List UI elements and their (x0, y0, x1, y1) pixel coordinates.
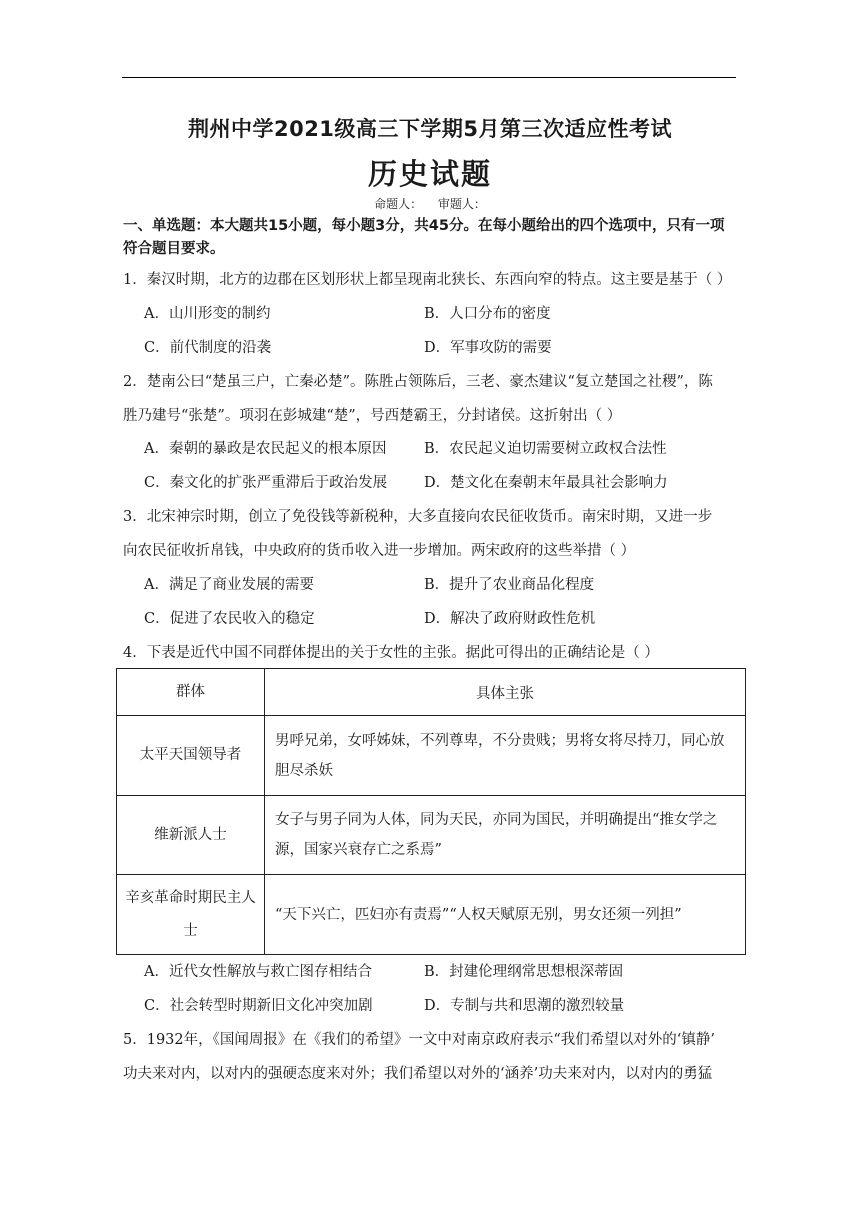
table-cell-claim: 女子与男子同为人体，同为天民，亦同为国民，并明确提出“推女学之源，国家兴衰存亡之系焉” (265, 796, 746, 875)
table-header-group: 群体 (117, 669, 265, 716)
header-rule (122, 77, 736, 78)
question-2-stem-line-1: 2．楚南公曰“楚虽三户，亡秦必楚”。陈胜占领陈后，三老、豪杰建议“复立楚国之社稷”，陈 (123, 374, 713, 390)
table-cell-claim: 男呼兄弟，女呼姊妹，不列尊卑，不分贵贱；男将女将尽持刀，同心放胆尽杀妖 (265, 716, 746, 796)
question-4-option-b[interactable]: B．封建伦理纲常思想根深蒂固 (424, 964, 624, 980)
question-2-option-a[interactable]: A．秦朝的暴政是农民起义的根本原因 (144, 441, 387, 457)
question-4-option-a[interactable]: A．近代女性解放与救亡图存相结合 (144, 964, 372, 980)
question-4-option-d[interactable]: D．专制与共和思潮的激烈较量 (424, 998, 625, 1014)
table-cell-claim: “天下兴亡，匹妇亦有责焉”“人权天赋原无别，男女还须一列担” (265, 875, 746, 955)
table-row (117, 875, 746, 955)
question-2-option-d[interactable]: D．楚文化在秦朝末年最具社会影响力 (424, 475, 668, 491)
question-1-option-b[interactable]: B．人口分布的密度 (424, 306, 551, 322)
question-1-option-a[interactable]: A．山川形变的制约 (144, 306, 271, 322)
subject-title: 历史试题 (367, 157, 492, 191)
question-1-option-d[interactable]: D．军事攻防的需要 (424, 340, 552, 356)
exam-title: 荆州中学2021级高三下学期5月第三次适应性考试 (187, 117, 673, 141)
question-3-option-d[interactable]: D．解决了政府财政性危机 (424, 611, 596, 627)
setter-label: 命题人： (374, 197, 423, 211)
question-3-stem-line-1: 3．北宋神宗时期，创立了免役钱等新税种，大多直接向农民征收货币。南宋时期，又进一步 (123, 509, 713, 525)
question-5-stem-line-2: 功夫来对内，以对内的强硬态度来对外；我们希望以对外的‘涵养’功夫来对内，以对内的勇猛 (123, 1066, 713, 1082)
table-row (117, 716, 746, 796)
question-2-option-b[interactable]: B．农民起义迫切需要树立政权合法性 (424, 441, 667, 457)
table-cell-group: 维新派人士 (117, 796, 265, 875)
table-cell-group: 辛亥革命时期民主人士 (117, 875, 265, 955)
question-4-table (116, 668, 746, 955)
question-1-stem: 1．秦汉时期，北方的边郡在区划形状上都呈现南北狭长、东西向窄的特点。这主要是基于（ ） (123, 272, 732, 288)
table-header-row (117, 669, 746, 716)
table-row (117, 796, 746, 875)
question-3-option-b[interactable]: B．提升了农业商品化程度 (424, 577, 595, 593)
reviewer-label: 审题人： (437, 197, 486, 211)
question-3-option-c[interactable]: C．促进了农民收入的稳定 (144, 611, 315, 627)
question-2-option-c[interactable]: C．秦文化的扩张严重滞后于政治发展 (144, 475, 388, 491)
question-3-stem-line-2: 向农民征收折帛钱，中央政府的货币收入进一步增加。两宋政府的这些举措（ ） (123, 543, 636, 559)
question-5-stem-line-1: 5．1932年，《国闻周报》在《我们的希望》一文中对南京政府表示“我们希望以对外的‘镇静’ (123, 1032, 716, 1048)
table-header-claim: 具体主张 (265, 669, 746, 716)
question-1-option-c[interactable]: C．前代制度的沿袭 (144, 340, 272, 356)
section-heading: 一、单选题：本大题共15小题，每小题3分，共45分。在每小题给出的四个选项中，只有一项符合题目要求。 (123, 218, 725, 257)
authors-line (0, 195, 860, 212)
question-2-stem-line-2: 胜乃建号“张楚”。项羽在彭城建“楚”，号西楚霸王，分封诸侯。这折射出（ ） (123, 408, 622, 424)
question-3-option-a[interactable]: A．满足了商业发展的需要 (144, 577, 314, 593)
question-4-option-c[interactable]: C．社会转型时期新旧文化冲突加剧 (144, 998, 373, 1014)
table-cell-group: 太平天国领导者 (117, 716, 265, 796)
question-4-stem: 4．下表是近代中国不同群体提出的关于女性的主张。据此可得出的正确结论是（ ） (123, 645, 659, 661)
